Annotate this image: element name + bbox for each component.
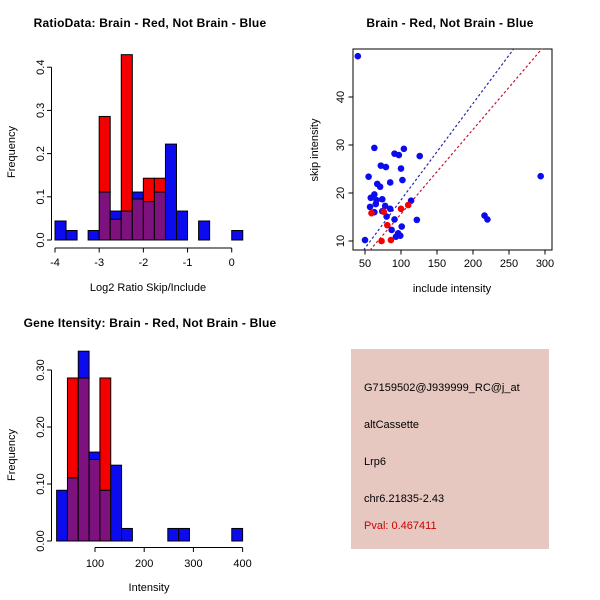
- y-tick-label: 0.20: [35, 416, 47, 438]
- histogram-bar: [121, 211, 132, 240]
- histogram-bar: [111, 465, 122, 541]
- y-tick-label: 0.2: [35, 145, 47, 162]
- gene-intensity-histogram-x-axis-label: Intensity: [128, 582, 170, 594]
- gene-info-panel: [300, 300, 600, 600]
- histogram-bar: [232, 528, 243, 541]
- histogram-bar: [110, 211, 121, 219]
- plot-box: [353, 49, 552, 250]
- histogram-bar: [132, 192, 143, 199]
- probe-id-text: G7159502@J939999_RC@j_at: [364, 382, 520, 394]
- gene-name-text: Lrp6: [364, 456, 387, 468]
- splice-type-text: altCassette: [364, 419, 420, 431]
- brain-point: [398, 206, 405, 213]
- histogram-bar: [121, 55, 132, 211]
- intensity-scatter-points: [335, 49, 554, 270]
- x-tick-label: 50: [358, 258, 372, 270]
- histogram-bar: [89, 459, 100, 541]
- histogram-bar: [66, 230, 77, 240]
- not-brain-point: [362, 237, 369, 244]
- histogram-bar: [143, 178, 154, 201]
- y-tick-label: 30: [335, 138, 347, 152]
- intensity-scatter-plot: [300, 0, 600, 300]
- gene-intensity-histogram-bars: [35, 351, 252, 570]
- histogram-bar: [176, 211, 187, 240]
- histogram-bar: [99, 192, 110, 240]
- x-tick-label: -1: [182, 257, 193, 269]
- y-tick-label: 0.3: [35, 102, 47, 119]
- pval-text: Pval: 0.467411: [364, 520, 437, 532]
- x-tick-label: 250: [499, 258, 519, 270]
- not-brain-point: [416, 153, 423, 160]
- histogram-bar: [168, 528, 179, 541]
- histogram-bar: [55, 221, 66, 240]
- histogram-bar: [67, 478, 78, 541]
- histogram-bar: [100, 490, 111, 541]
- gene-info-box: [351, 349, 549, 549]
- histogram-bar: [122, 528, 133, 541]
- y-tick-label: 40: [335, 90, 347, 104]
- y-tick-label: 0.4: [35, 59, 47, 75]
- x-tick-label: 100: [391, 258, 411, 270]
- not-brain-fit-line: [364, 49, 514, 251]
- intensity-scatter-panel: [300, 0, 600, 300]
- x-tick-label: 400: [233, 558, 252, 570]
- not-brain-point: [355, 53, 362, 60]
- ratio-histogram-panel: [0, 0, 300, 300]
- x-tick-label: -3: [94, 257, 105, 269]
- intensity-scatter-y-axis-label: skip intensity: [309, 118, 321, 182]
- not-brain-point: [398, 223, 405, 230]
- x-tick-label: -2: [138, 257, 149, 269]
- y-tick-label: 0.1: [35, 189, 47, 205]
- x-tick-label: 100: [85, 558, 105, 570]
- histogram-bar: [100, 378, 111, 490]
- ratio-histogram-x-axis-label: Log2 Ratio Skip/Include: [89, 282, 207, 294]
- y-tick-label: 0.30: [35, 359, 47, 381]
- histogram-bar: [67, 378, 78, 478]
- histogram-bar: [143, 202, 154, 240]
- gene-intensity-histogram-y-axis-label: Frequency: [6, 429, 18, 481]
- not-brain-point: [373, 201, 380, 208]
- histogram-bar: [154, 192, 165, 240]
- histogram-bar: [99, 116, 110, 192]
- not-brain-point: [414, 217, 421, 224]
- not-brain-point: [401, 146, 408, 153]
- histogram-bar: [179, 528, 190, 541]
- ratio-histogram-plot: [0, 0, 300, 300]
- ratio-histogram-y-axis-label: Frequency: [6, 126, 18, 178]
- histogram-bar: [232, 230, 243, 240]
- not-brain-point: [398, 165, 405, 172]
- not-brain-point: [367, 195, 374, 202]
- ratio-histogram-title: RatioData: Brain - Red, Not Brain - Blue: [33, 16, 267, 30]
- not-brain-point: [399, 177, 406, 184]
- histogram-bar: [89, 452, 100, 459]
- x-tick-label: 150: [427, 258, 447, 270]
- y-tick-label: 0.00: [35, 530, 47, 552]
- y-tick-label: 10: [335, 234, 347, 248]
- intensity-scatter-title: Brain - Red, Not Brain - Blue: [366, 16, 534, 30]
- ratio-histogram-bars: [35, 55, 243, 269]
- brain-point: [384, 222, 391, 229]
- genome-location-text: chr6.21835-2.43: [364, 493, 445, 505]
- brain-point: [378, 238, 385, 245]
- histogram-bar: [57, 490, 68, 541]
- y-tick-label: 20: [335, 186, 347, 200]
- gene-intensity-histogram-panel: [0, 300, 300, 600]
- brain-point: [405, 202, 412, 209]
- not-brain-point: [379, 196, 386, 203]
- histogram-bar: [78, 378, 89, 541]
- x-tick-label: 300: [535, 258, 555, 270]
- not-brain-point: [365, 173, 372, 180]
- not-brain-point: [387, 179, 394, 186]
- histogram-bar: [132, 199, 143, 240]
- not-brain-point: [377, 183, 384, 190]
- histogram-bar: [78, 351, 89, 378]
- x-tick-label: 200: [135, 558, 154, 570]
- histogram-bar: [165, 144, 176, 240]
- x-tick-label: 200: [463, 258, 483, 270]
- not-brain-point: [367, 204, 374, 211]
- not-brain-point: [383, 164, 390, 171]
- histogram-bar: [110, 219, 121, 240]
- not-brain-point: [397, 232, 404, 239]
- not-brain-point: [537, 173, 544, 180]
- gene-intensity-histogram-title: Gene Itensity: Brain - Red, Not Brain - Blue: [23, 316, 277, 330]
- x-tick-label: 0: [228, 257, 235, 269]
- histogram-bar: [199, 221, 210, 240]
- x-tick-label: 300: [184, 558, 203, 570]
- histogram-bar: [154, 178, 165, 192]
- y-tick-label: 0.0: [35, 232, 47, 248]
- intensity-scatter-x-axis-label: include intensity: [412, 283, 492, 295]
- histogram-bar: [88, 230, 99, 240]
- gene-intensity-histogram-plot: [0, 300, 300, 600]
- brain-point: [368, 210, 375, 217]
- x-tick-label: -4: [50, 257, 60, 269]
- y-tick-label: 0.10: [35, 473, 47, 495]
- brain-point: [380, 208, 387, 215]
- brain-point: [388, 237, 395, 244]
- not-brain-point: [484, 216, 491, 223]
- not-brain-point: [387, 206, 394, 213]
- not-brain-point: [396, 152, 403, 159]
- not-brain-point: [391, 216, 398, 223]
- not-brain-point: [371, 145, 378, 152]
